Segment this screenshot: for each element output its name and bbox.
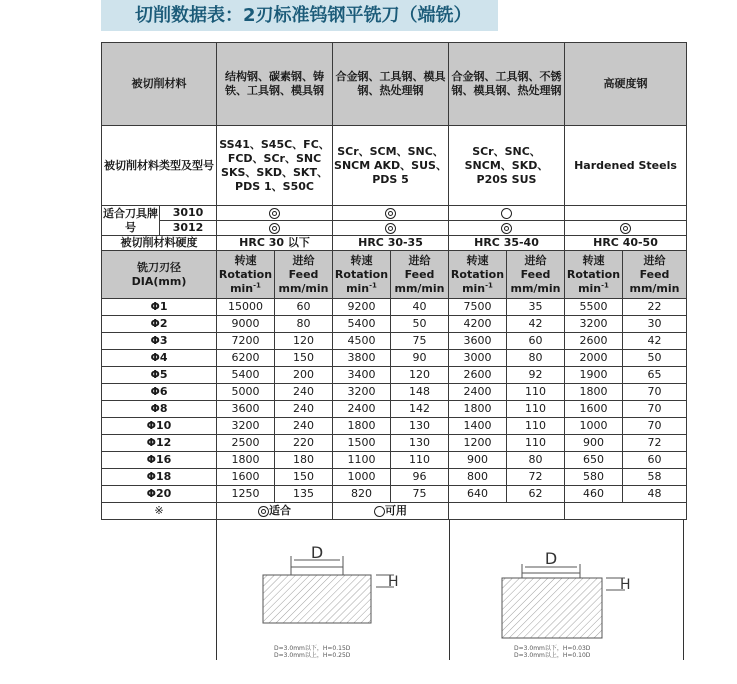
rotation-cell: 5400 (333, 316, 391, 333)
double-circle-icon (620, 223, 631, 234)
dia-cell: Φ2 (102, 316, 217, 333)
rotation-exponent: -1 (601, 280, 609, 289)
dia-cell: Φ20 (102, 486, 217, 503)
rotation-header-unit (217, 282, 274, 296)
dia-cell: Φ5 (102, 367, 217, 384)
feed-cell: 42 (623, 333, 687, 350)
diagram-note: D=3.0mm以下，H=0.03D (514, 645, 591, 652)
material-header-cell: 被切削材料 (102, 43, 217, 126)
d-label: D (310, 543, 324, 562)
feed-header-en: Feed (404, 267, 435, 281)
hardness-value: HRC 30 以下 (217, 236, 333, 251)
rotation-cell: 820 (333, 486, 391, 503)
tool-brand-row-3010 (102, 206, 687, 221)
feed-cell: 92 (507, 367, 565, 384)
table-row (102, 418, 687, 435)
page-title: 切削数据表：2刃标准钨钢平铣刀（端铣） (101, 0, 498, 31)
rotation-header-unit (333, 282, 390, 296)
material-group-row (102, 43, 687, 126)
hardness-label: 被切削材料硬度 (102, 236, 217, 251)
rotation-header-unit (565, 282, 622, 296)
rotation-cell: 2400 (449, 384, 507, 401)
feed-cell: 70 (623, 384, 687, 401)
feed-cell: 150 (275, 469, 333, 486)
rotation-cell: 1600 (565, 401, 623, 418)
rotation-cell: 5400 (217, 367, 275, 384)
rotation-cell: 1100 (333, 452, 391, 469)
material-group-1: 结构钢、碳素钢、铸铁、工具钢、模具钢 (217, 43, 333, 126)
feed-header-unit: mm/min (629, 281, 680, 295)
circle-icon (374, 506, 385, 517)
rotation-cell: 800 (449, 469, 507, 486)
rotation-cell: 3200 (333, 384, 391, 401)
tool-brand-code: 3010 (160, 206, 217, 221)
table-row (102, 316, 687, 333)
feed-cell: 120 (391, 367, 449, 384)
feed-cell: 130 (391, 418, 449, 435)
rotation-header-cn: 转速 (234, 253, 257, 267)
groove-diagram (450, 520, 684, 660)
rotation-header (565, 251, 623, 299)
feed-cell: 40 (391, 299, 449, 316)
feed-header-en: Feed (288, 267, 319, 281)
rotation-cell: 1900 (565, 367, 623, 384)
brand-mark-cell (333, 221, 449, 236)
rotation-cell: 7200 (217, 333, 275, 350)
feed-cell: 240 (275, 418, 333, 435)
table-row (102, 435, 687, 452)
dia-header-cn: 铣刀刃径 (137, 260, 181, 274)
groove-diagram (216, 520, 450, 660)
rotation-unit: min (578, 281, 602, 295)
material-type-3: SCr、SNC、SNCM、SKD、P20S SUS (449, 126, 565, 206)
rotation-cell: 1800 (333, 418, 391, 435)
feed-header-cn: 进给 (292, 253, 315, 267)
h-label: H (388, 574, 399, 590)
rotation-header (217, 251, 275, 299)
feed-header (507, 251, 565, 299)
feed-cell: 60 (623, 452, 687, 469)
rotation-exponent: -1 (253, 280, 261, 289)
rotation-header-unit (449, 282, 506, 296)
feed-cell: 110 (507, 435, 565, 452)
feed-header (275, 251, 333, 299)
workpiece-shape (502, 573, 602, 638)
rotation-cell: 4200 (449, 316, 507, 333)
feed-cell: 148 (391, 384, 449, 401)
double-circle-icon (501, 223, 512, 234)
rotation-cell: 3600 (217, 401, 275, 418)
legend-usable (333, 503, 449, 520)
hardness-value: HRC 40-50 (565, 236, 687, 251)
rotation-header-cn: 转速 (350, 253, 373, 267)
dia-cell: Φ3 (102, 333, 217, 350)
feed-cell: 110 (507, 384, 565, 401)
material-type-2: SCr、SCM、SNC、SNCM AKD、SUS、PDS 5 (333, 126, 449, 206)
feed-cell: 70 (623, 401, 687, 418)
dia-cell: Φ12 (102, 435, 217, 452)
material-group-4: 高硬度钢 (565, 43, 687, 126)
rotation-cell: 7500 (449, 299, 507, 316)
material-type-1: SS41、S45C、FC、FCD、SCr、SNC SKS、SKD、SKT、PDS 1、S50C (217, 126, 333, 206)
rotation-cell: 3200 (217, 418, 275, 435)
table-row (102, 333, 687, 350)
rotation-cell: 1800 (217, 452, 275, 469)
material-type-4: Hardened Steels (565, 126, 687, 206)
rotation-exponent: -1 (485, 280, 493, 289)
h-label: H (620, 577, 631, 593)
material-group-3: 合金钢、工具钢、不锈钢、模具钢、热处理钢 (449, 43, 565, 126)
rotation-header-cn: 转速 (582, 253, 605, 267)
double-circle-icon (258, 506, 269, 517)
rotation-cell: 5500 (565, 299, 623, 316)
feed-cell: 72 (507, 469, 565, 486)
rotation-unit: min (346, 281, 370, 295)
feed-header-cn: 进给 (524, 253, 547, 267)
cutting-data-table (101, 42, 687, 520)
dia-header-en: DIA(mm) (131, 274, 187, 288)
rotation-header-en: Rotation (566, 267, 621, 281)
brand-mark-cell (449, 206, 565, 221)
feed-cell: 80 (507, 350, 565, 367)
rotation-header (449, 251, 507, 299)
feed-cell: 80 (507, 452, 565, 469)
feed-cell: 180 (275, 452, 333, 469)
feed-cell: 130 (391, 435, 449, 452)
legend-mark: ※ (102, 503, 217, 520)
rotation-cell: 3000 (449, 350, 507, 367)
feed-cell: 120 (275, 333, 333, 350)
rotation-unit: min (230, 281, 254, 295)
legend-row (102, 503, 687, 520)
legend-empty (565, 503, 687, 520)
brand-mark-cell (333, 206, 449, 221)
rotation-exponent: -1 (369, 280, 377, 289)
tool-brand-row-3012 (102, 221, 687, 236)
diagram-note: D=3.0mm以下，H=0.15D (274, 645, 351, 652)
column-header-row (102, 251, 687, 299)
rotation-cell: 9200 (333, 299, 391, 316)
rotation-cell: 15000 (217, 299, 275, 316)
feed-header-cn: 进给 (408, 253, 431, 267)
rotation-cell: 5000 (217, 384, 275, 401)
rotation-cell: 9000 (217, 316, 275, 333)
table-row (102, 384, 687, 401)
rotation-cell: 2600 (565, 333, 623, 350)
diagram-note: D=3.0mm以上，H=0.10D (514, 652, 591, 659)
feed-cell: 90 (391, 350, 449, 367)
material-type-row (102, 126, 687, 206)
table-row (102, 486, 687, 503)
brand-mark-cell (565, 221, 687, 236)
double-circle-icon (269, 223, 280, 234)
diagram-right (450, 520, 684, 660)
brand-mark-cell (217, 221, 333, 236)
rotation-cell: 4500 (333, 333, 391, 350)
tool-brand-label: 适合刀具牌号 (103, 206, 158, 234)
hardness-row (102, 236, 687, 251)
dia-cell: Φ16 (102, 452, 217, 469)
dia-cell: Φ4 (102, 350, 217, 367)
feed-cell: 200 (275, 367, 333, 384)
double-circle-icon (269, 208, 280, 219)
table-row (102, 350, 687, 367)
table-row (102, 452, 687, 469)
diagram-note: D=3.0mm以上，H=0.25D (274, 652, 351, 659)
feed-header-cn: 进给 (643, 253, 666, 267)
circle-icon (501, 208, 512, 219)
feed-cell: 220 (275, 435, 333, 452)
rotation-header-cn: 转速 (466, 253, 489, 267)
material-group-2: 合金钢、工具钢、模具钢、热处理钢 (333, 43, 449, 126)
brand-mark-cell (449, 221, 565, 236)
rotation-header-en: Rotation (334, 267, 389, 281)
double-circle-icon (385, 223, 396, 234)
rotation-cell: 460 (565, 486, 623, 503)
feed-header-unit: mm/min (278, 281, 329, 295)
feed-cell: 60 (275, 299, 333, 316)
rotation-unit: min (462, 281, 486, 295)
dia-header (102, 251, 217, 299)
rotation-cell: 2600 (449, 367, 507, 384)
feed-cell: 72 (623, 435, 687, 452)
feed-cell: 150 (275, 350, 333, 367)
feed-cell: 60 (507, 333, 565, 350)
rotation-cell: 1600 (217, 469, 275, 486)
rotation-header-en: Rotation (450, 267, 505, 281)
rotation-cell: 580 (565, 469, 623, 486)
feed-cell: 110 (507, 401, 565, 418)
feed-header-en: Feed (520, 267, 551, 281)
dia-cell: Φ18 (102, 469, 217, 486)
hardness-value: HRC 35-40 (449, 236, 565, 251)
feed-cell: 96 (391, 469, 449, 486)
legend-suitable-text: 适合 (269, 504, 291, 517)
rotation-cell: 3600 (449, 333, 507, 350)
rotation-cell: 3800 (333, 350, 391, 367)
feed-cell: 135 (275, 486, 333, 503)
tool-brand-code: 3012 (160, 221, 217, 236)
feed-cell: 62 (507, 486, 565, 503)
rotation-cell: 6200 (217, 350, 275, 367)
rotation-header (333, 251, 391, 299)
table-row (102, 401, 687, 418)
double-circle-icon (385, 208, 396, 219)
feed-cell: 110 (391, 452, 449, 469)
feed-cell: 48 (623, 486, 687, 503)
feed-cell: 240 (275, 384, 333, 401)
feed-cell: 75 (391, 333, 449, 350)
feed-cell: 42 (507, 316, 565, 333)
feed-cell: 240 (275, 401, 333, 418)
brand-mark-cell (565, 206, 687, 221)
rotation-cell: 1800 (449, 401, 507, 418)
rotation-cell: 1250 (217, 486, 275, 503)
brand-mark-cell (217, 206, 333, 221)
legend-usable-text: 可用 (385, 504, 407, 517)
rotation-cell: 2000 (565, 350, 623, 367)
rotation-cell: 1000 (333, 469, 391, 486)
rotation-header-en: Rotation (218, 267, 273, 281)
feed-cell: 50 (623, 350, 687, 367)
feed-cell: 58 (623, 469, 687, 486)
legend-empty (449, 503, 565, 520)
feed-cell: 22 (623, 299, 687, 316)
feed-cell: 50 (391, 316, 449, 333)
feed-header-unit: mm/min (394, 281, 445, 295)
feed-cell: 75 (391, 486, 449, 503)
feed-header-unit: mm/min (510, 281, 561, 295)
feed-header (391, 251, 449, 299)
rotation-cell: 1200 (449, 435, 507, 452)
rotation-cell: 2400 (333, 401, 391, 418)
feed-header-en: Feed (639, 267, 670, 281)
feed-cell: 142 (391, 401, 449, 418)
rotation-cell: 900 (565, 435, 623, 452)
d-label: D (544, 549, 558, 568)
feed-cell: 35 (507, 299, 565, 316)
dia-cell: Φ6 (102, 384, 217, 401)
material-type-label: 被切削材料类型及型号 (102, 126, 217, 206)
rotation-cell: 1000 (565, 418, 623, 435)
feed-header (623, 251, 687, 299)
rotation-cell: 1500 (333, 435, 391, 452)
data-rows (102, 299, 687, 503)
diagram-left (216, 520, 450, 660)
dia-cell: Φ8 (102, 401, 217, 418)
hardness-value: HRC 30-35 (333, 236, 449, 251)
rotation-cell: 1400 (449, 418, 507, 435)
feed-cell: 65 (623, 367, 687, 384)
rotation-cell: 640 (449, 486, 507, 503)
rotation-cell: 3200 (565, 316, 623, 333)
feed-cell: 110 (507, 418, 565, 435)
rotation-cell: 900 (449, 452, 507, 469)
legend-suitable (217, 503, 333, 520)
feed-cell: 80 (275, 316, 333, 333)
feed-cell: 70 (623, 418, 687, 435)
rotation-cell: 650 (565, 452, 623, 469)
table-row (102, 367, 687, 384)
rotation-cell: 2500 (217, 435, 275, 452)
dia-cell: Φ1 (102, 299, 217, 316)
rotation-cell: 1800 (565, 384, 623, 401)
table-row (102, 469, 687, 486)
rotation-cell: 3400 (333, 367, 391, 384)
feed-cell: 30 (623, 316, 687, 333)
dia-cell: Φ10 (102, 418, 217, 435)
table-row (102, 299, 687, 316)
